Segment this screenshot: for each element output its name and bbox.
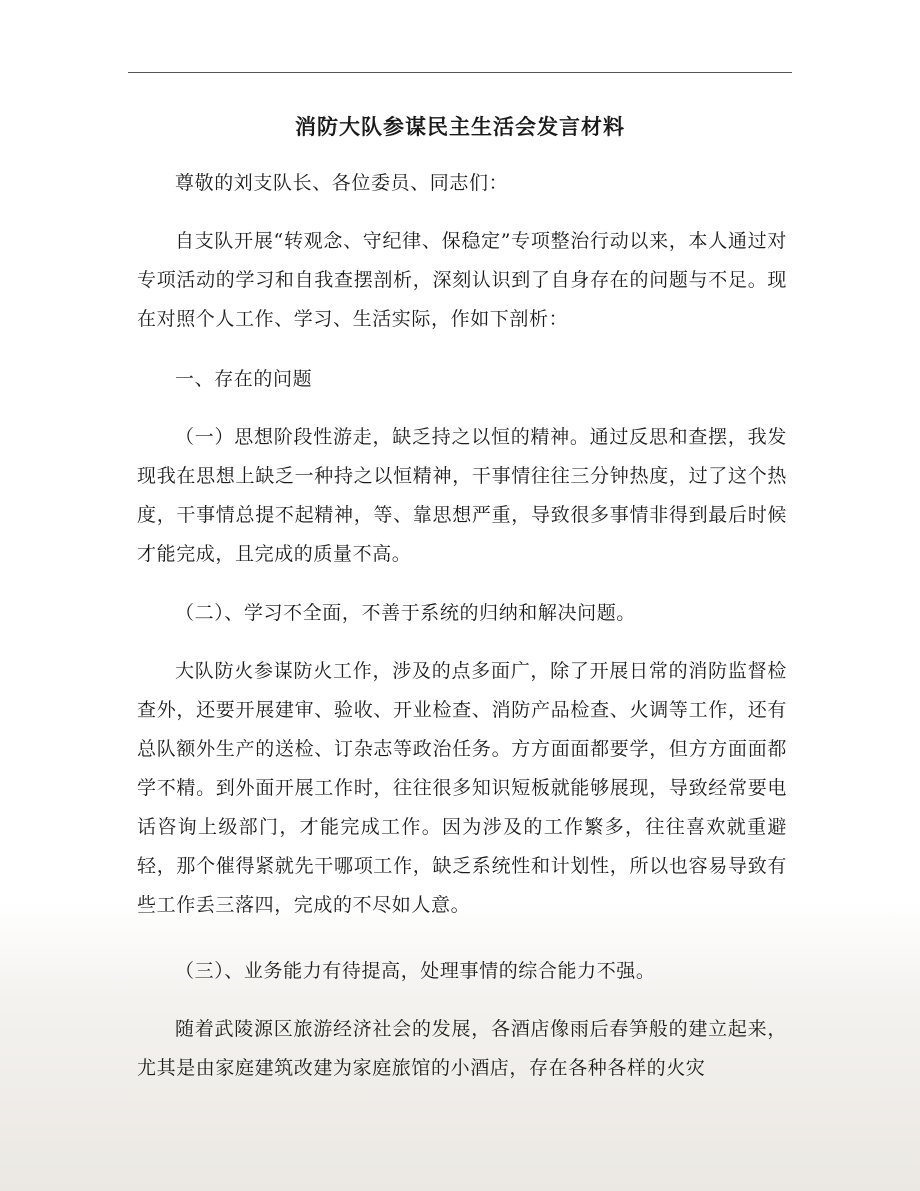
paragraph-intro: 自支队开展“转观念、守纪律、保稳定”专项整治行动以来，本人通过对专项活动的学习和自我查摆剖析，深刻认识到了自身存在的问题与不足。现在对照个人工作、学习、生活实际，作如下剖析：	[137, 230, 787, 330]
salutation: 尊敬的刘支队长、各位委员、同志们：	[175, 172, 509, 194]
paragraph-item-2-body: 大队防火参谋防火工作，涉及的点多面广，除了开展日常的消防监督检查外，还要开展建审、验收、开业检查、消防产品检查、火调等工作，还有总队额外生产的送检、订杂志等政治任务。方方面面都要学，但方方面面都学不精。到外面开展工作时，往往很多知识短板就能够展现，导致经常要电话咨询上级部门，才能完成工作。因为涉及的工作繁多，往往喜欢就重避轻，那个催得紧就先干哪项工作，缺乏系统性和计划性，所以也容易导致有些工作丢三落四，完成的不尽如人意。	[137, 660, 787, 916]
paragraph-item-3-heading: （三）、业务能力有待提高，处理事情的综合能力不强。	[175, 960, 656, 982]
paragraph-item-3-body: 随着武陵源区旅游经济社会的发展，各酒店像雨后春笋般的建立起来，尤其是由家庭建筑改建为家庭旅馆的小酒店，存在各种各样的火灾	[137, 1018, 787, 1079]
section-heading-problems: 一、存在的问题	[175, 368, 313, 390]
paragraph-item-1: （一）思想阶段性游走，缺乏持之以恒的精神。通过反思和查摆，我发现我在思想上缺乏一种持之以恒精神，干事情往往三分钟热度，过了这个热度，干事情总提不起精神，等、靠思想严重，导致很多事情非得到最后时候才能完成，且完成的质量不高。	[137, 426, 787, 565]
header-rule	[128, 72, 792, 73]
document-title: 消防大队参谋民主生活会发言材料	[295, 114, 625, 139]
paragraph-item-2-heading: （二）、学习不全面，不善于系统的归纳和解决问题。	[175, 602, 636, 624]
